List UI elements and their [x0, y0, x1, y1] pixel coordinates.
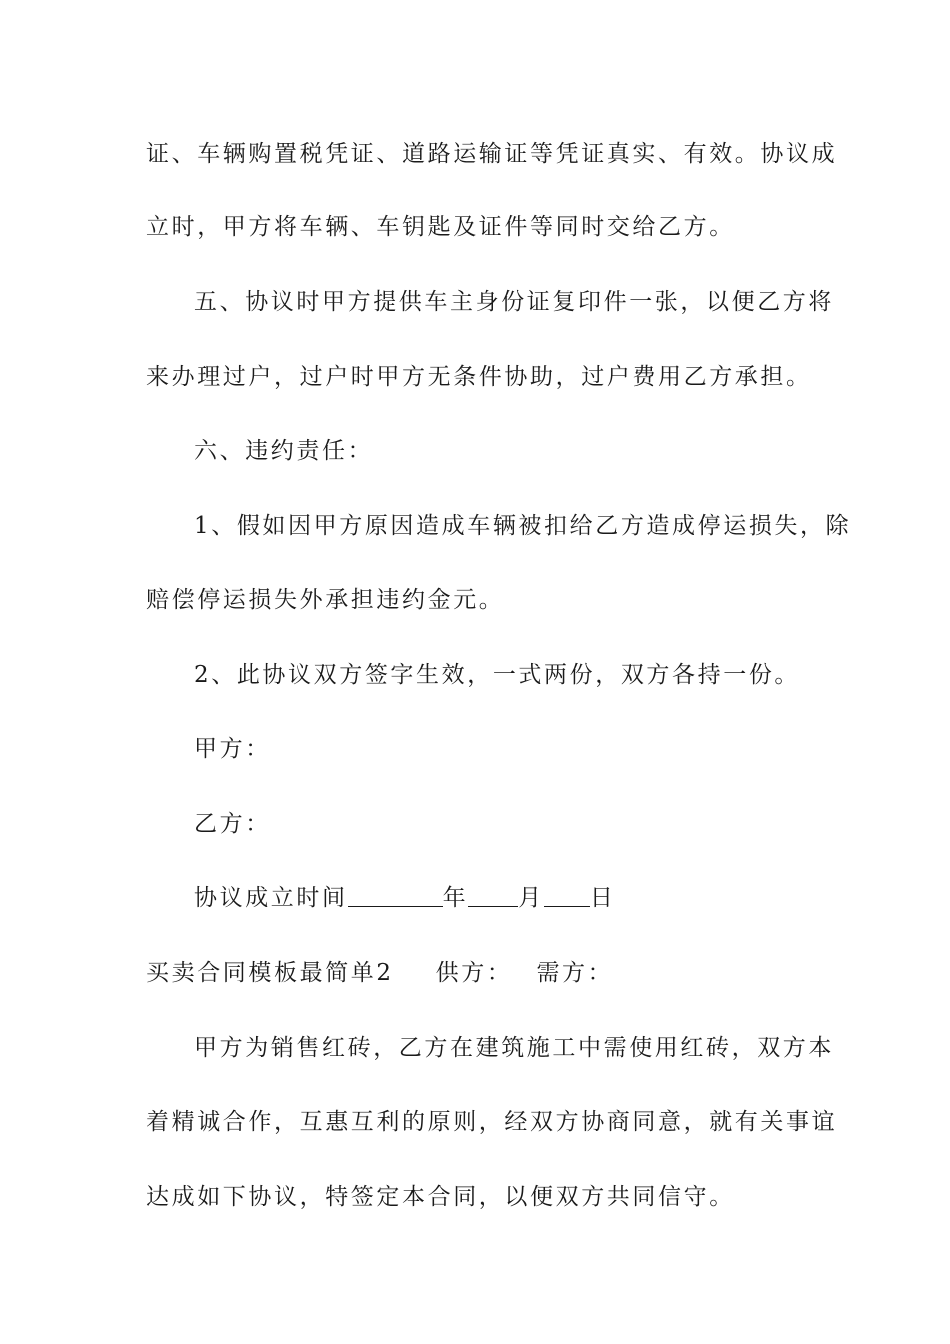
- paragraph-line: 来办理过户，过户时甲方无条件协助，过户费用乙方承担。: [146, 364, 812, 390]
- year-label: 年: [442, 885, 469, 911]
- party-b-signature-label: 乙方：: [194, 811, 271, 837]
- paragraph-line: 赔偿停运损失外承担违约金元。: [146, 587, 505, 613]
- supplier-label: 供方：: [435, 960, 513, 986]
- clause-six-heading: 六、违约责任：: [194, 438, 374, 464]
- year-blank: [348, 884, 443, 907]
- item-one-line: 1、假如因甲方原因造成车辆被扣给乙方造成停运损失，除: [194, 513, 852, 539]
- paragraph-line: 达成如下协议，特签定本合同，以便双方共同信守。: [146, 1184, 735, 1210]
- paragraph-line: 证、车辆购置税凭证、道路运输证等凭证真实、有效。协议成: [146, 141, 838, 167]
- contract-two-header: [146, 958, 811, 988]
- party-a-signature-label: 甲方：: [194, 736, 271, 762]
- agreement-date-line: [194, 883, 811, 913]
- day-label: 日: [589, 885, 616, 911]
- clause-five-line: 五、协议时甲方提供车主身份证复印件一张，以便乙方将: [194, 289, 834, 315]
- day-blank: [544, 884, 590, 907]
- contract-two-intro-line: 甲方为销售红砖，乙方在建筑施工中需使用红砖，双方本: [194, 1035, 834, 1061]
- paragraph-line: 着精诚合作，互惠互利的原则，经双方协商同意，就有关事谊: [146, 1109, 838, 1135]
- paragraph-line: 立时，甲方将车辆、车钥匙及证件等同时交给乙方。: [146, 214, 735, 240]
- month-label: 月: [518, 885, 544, 911]
- contract-two-title: 买卖合同模板最简单2: [146, 960, 394, 986]
- item-two-line: 2、此协议双方签字生效，一式两份，双方各持一份。: [194, 662, 801, 688]
- date-prefix: 协议成立时间: [194, 885, 348, 911]
- month-blank: [468, 884, 518, 907]
- buyer-label: 需方：: [536, 960, 614, 986]
